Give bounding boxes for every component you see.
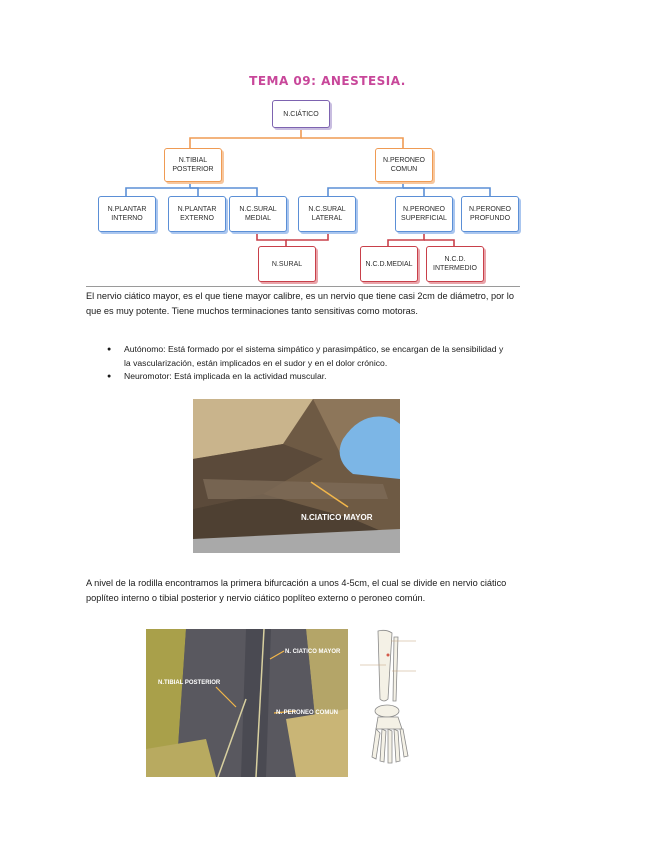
node-tibial-posterior: N.TIBIAL POSTERIOR [164,148,222,182]
node-plantar-interno: N.PLANTAR INTERNO [98,196,156,232]
node-plantar-externo: N.PLANTAR EXTERNO [168,196,226,232]
dissection-photo-ciatico [193,399,400,553]
list-item: ● Neuromotor: Está implicada en la actividad muscular. [110,370,510,384]
photo-label-ciatico: N.CIATICO MAYOR [301,513,373,522]
divider [86,286,520,287]
paragraph-intro: El nervio ciático mayor, es el que tiene mayor calibre, es un nervio que tiene casi 2cm de diámetro, por lo que es muy potente. Tiene muchos terminaciones tanto sensitivas como motoras. [86,291,514,316]
node-cs-lateral: N.C.SURAL LATERAL [298,196,356,232]
list-item: ● Autónomo: Está formado por el sistema simpático y parasimpático, se encargan de la sensibilidad y la vascularización, están implicados en el sudor y en el dolor crónico. [110,343,510,370]
leg-bones-illustration [358,629,422,773]
node-ncd-medial: N.C.D.MEDIAL [360,246,418,282]
photo-illustration [193,399,400,553]
diagram-connectors [0,0,655,290]
node-sural: N.SURAL [258,246,316,282]
node-ciatico: N.CIÁTICO [272,100,330,128]
photo-label-peroneo: N. PERONEO COMUN [276,710,339,716]
node-peroneo-comun: N.PERONEO COMUN [375,148,433,182]
node-cs-medial: N.C.SURAL MEDIAL [229,196,287,232]
photo-label-tibial: N.TIBIAL POSTERIOR [158,680,221,686]
node-peroneo-profundo: N.PERONEO PROFUNDO [461,196,519,232]
node-peroneo-superficial: N.PERONEO SUPERFICIAL [395,196,453,232]
dissection-photo-bifurcation [146,629,348,777]
bullet-list [110,343,510,384]
node-ncd-intermedio: N.C.D. INTERMEDIO [426,246,484,282]
paragraph-bifurcation: A nivel de la rodilla encontramos la primera bifurcación a unos 4-5cm, el cual se divide en nervio ciático poplíteo interno o tibial posterior y nervio ciático poplíteo externo o peroneo común. [86,578,507,603]
page-title: TEMA 09: ANESTESIA. [249,74,406,88]
bones-drawing [358,629,422,773]
photo-label-ciatico: N. CIATICO MAYOR [285,649,341,655]
